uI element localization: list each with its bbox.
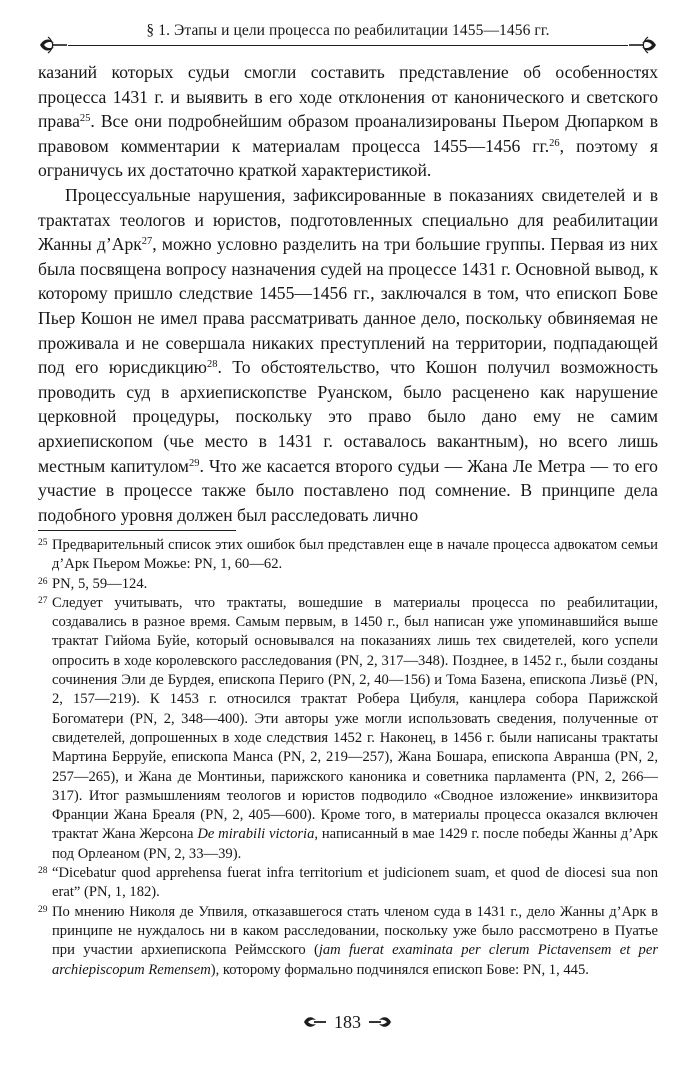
text-run: , поэтому я ограничусь их достаточно краткой характеристикой.: [38, 135, 658, 181]
footnote-number: 27: [38, 595, 48, 606]
footnote-text: Следует учитывать, что трактаты, вошедшие в материалы процесса по реабилитации, создавались в разное время. Самым первым, в 1450 г., был написан уже упоминавшийся выше трактат Гийома Буйе, который основывался на показаниях лишь тех свидетелей, кого успели опросить в ходе королевского расследования (PN, 2, 317—348). Позднее, в 1452 г., были созданы сочинения Эли де Бурдея, епископа Периго (PN, 2, 40—156) и Тома Базена, епископа Лизьё (PN, 2, 157—219). К 1453 г. относился трактат Робера Цибуля, канцлера собора Парижской Богоматери (PN, 2, 348—400). Эти авторы уже могли использовать сведения, полученные от свидетелей, допрошенных в ходе следствия 1452 г. Наконец, в 1456 г. были написаны трактаты Мартина Берруйе, епископа Манса (PN, 2, 219—257), Жана Бошара, епископа Авранша (PN, 2, 257—265), и Жана де Монтиньи, парижского каноника и советника парламента (PN, 2, 266—317). Итог размышлениям теологов и юристов подводило «Сводное изложение» инквизитора Франции Жана Бреаля (PN, 2, 405—600). Кроме того, в материалы процесса оказался включен трактат Жана Жерсона: [52, 594, 658, 843]
paragraph-2: [38, 183, 658, 527]
footnote-text: PN, 5, 59—124.: [52, 575, 148, 592]
text-run: , можно условно разделить на три большие группы. Первая из них была посвящена вопросу назначения судей на процессе 1431 г. Основной вывод, к которому пришло следствие 1455—1456 гг., заключался в том, что епископ Бове Пьер Кошон не имел права рассматривать данное дело, поскольку обвиняемая не проживала и не совершала никаких преступлений на территории, подпадающей под его юрисдикцию: [38, 234, 658, 378]
footnote-text: По мнению Николя де Упвиля, отказавшегося стать членом суда в 1431 г., дело Жанны д’Арк в принципе не нуждалось ни в каком расследовании, поскольку уже было рассмотрено в Пуатье при участии архиепископа Реймсского (: [52, 903, 658, 959]
page-number: 183: [334, 1012, 361, 1032]
footnote-29: [38, 903, 658, 980]
footnote-number: 25: [38, 538, 48, 548]
footnote-number: 26: [38, 576, 48, 587]
page-footer: [0, 1010, 695, 1040]
fleuron-left-pointing-icon: [628, 34, 658, 56]
text-run: Процессуальные нарушения, зафиксированные в показаниях свидетелей и в трактатах теологов и юристов, подготовленных специально для реабилитации Жанны д’Арк: [38, 184, 658, 255]
footnote-ref[interactable]: 27: [141, 236, 153, 248]
footnotes: [38, 536, 658, 980]
footnote-27: [38, 594, 658, 864]
footnote-ref[interactable]: 26: [549, 137, 560, 149]
footnote-italic-title: De mirabili victoria: [197, 826, 315, 843]
footnote-ref[interactable]: 29: [188, 457, 200, 469]
text-run: . То обстоятельство, что Кошон получил возможность проводить суд в архиепископстве Руанском, было расценено как нарушение церковной процедуры, поскольку это право было дано ему не самим архиепископом (чье место в 1431 г. оставалось вакантным), но всего лишь местным капитулом: [38, 357, 658, 476]
footnote-26: [38, 575, 658, 594]
text-run: . Что же касается второго судьи — Жана Ле Метра — то его участие в процессе также было поставлено под сомнение. В принципе дела подобного уровня должен был расследовать лично: [38, 455, 658, 525]
fleuron-left-pointing-icon: [368, 1013, 392, 1031]
footnote-ref[interactable]: 25: [79, 113, 91, 125]
footnote-text: Предварительный список этих ошибок был представлен еще в начале процесса адвокатом семьи д’Арк Пьером Можье: PN, 1, 60—62.: [52, 537, 658, 573]
fleuron-right-pointing-icon: [303, 1013, 327, 1031]
footnote-28: [38, 864, 658, 903]
main-text: [38, 60, 658, 527]
running-header: [38, 14, 658, 54]
text-run: . Все они подробнейшим образом проанализированы Пьером Дюпарком в правовом комментарии к материалам процесса 1455—1456 гг.: [38, 111, 658, 156]
running-title: § 1. Этапы и цели процесса по реабилитации 1455—1456 гг.: [146, 22, 550, 39]
footnote-ref[interactable]: 28: [206, 359, 218, 371]
footnote-text: ), которому формально подчинялся епископ Бове: PN, 1, 445.: [210, 961, 589, 978]
footnote-text: , написанный в мае 1429 г. после победы Жанны д’Арк под Орлеаном (PN, 2, 33—39).: [52, 826, 658, 862]
footnote-text: “Dicebatur quod apprehensa fuerat infra territorium et judicionem suam, et quod de diocesi sua non erat” (PN, 1, 182).: [52, 865, 658, 901]
text-run: казаний которых судьи смогли составить представление об особенностях процесса 1431 г. и выявить в его ходе отклонения от канонического и светского права: [38, 62, 658, 132]
paragraph-1: [38, 60, 658, 183]
footnote-separator: [38, 530, 236, 531]
header-rule: [68, 45, 628, 46]
footnote-number: 29: [38, 904, 48, 915]
footnote-25: [38, 536, 658, 575]
footnote-italic-quote: jam fuerat examinata per clerum Pictavensem et per archiepiscopum Remensem: [52, 942, 658, 978]
footnote-number: 28: [38, 866, 48, 877]
